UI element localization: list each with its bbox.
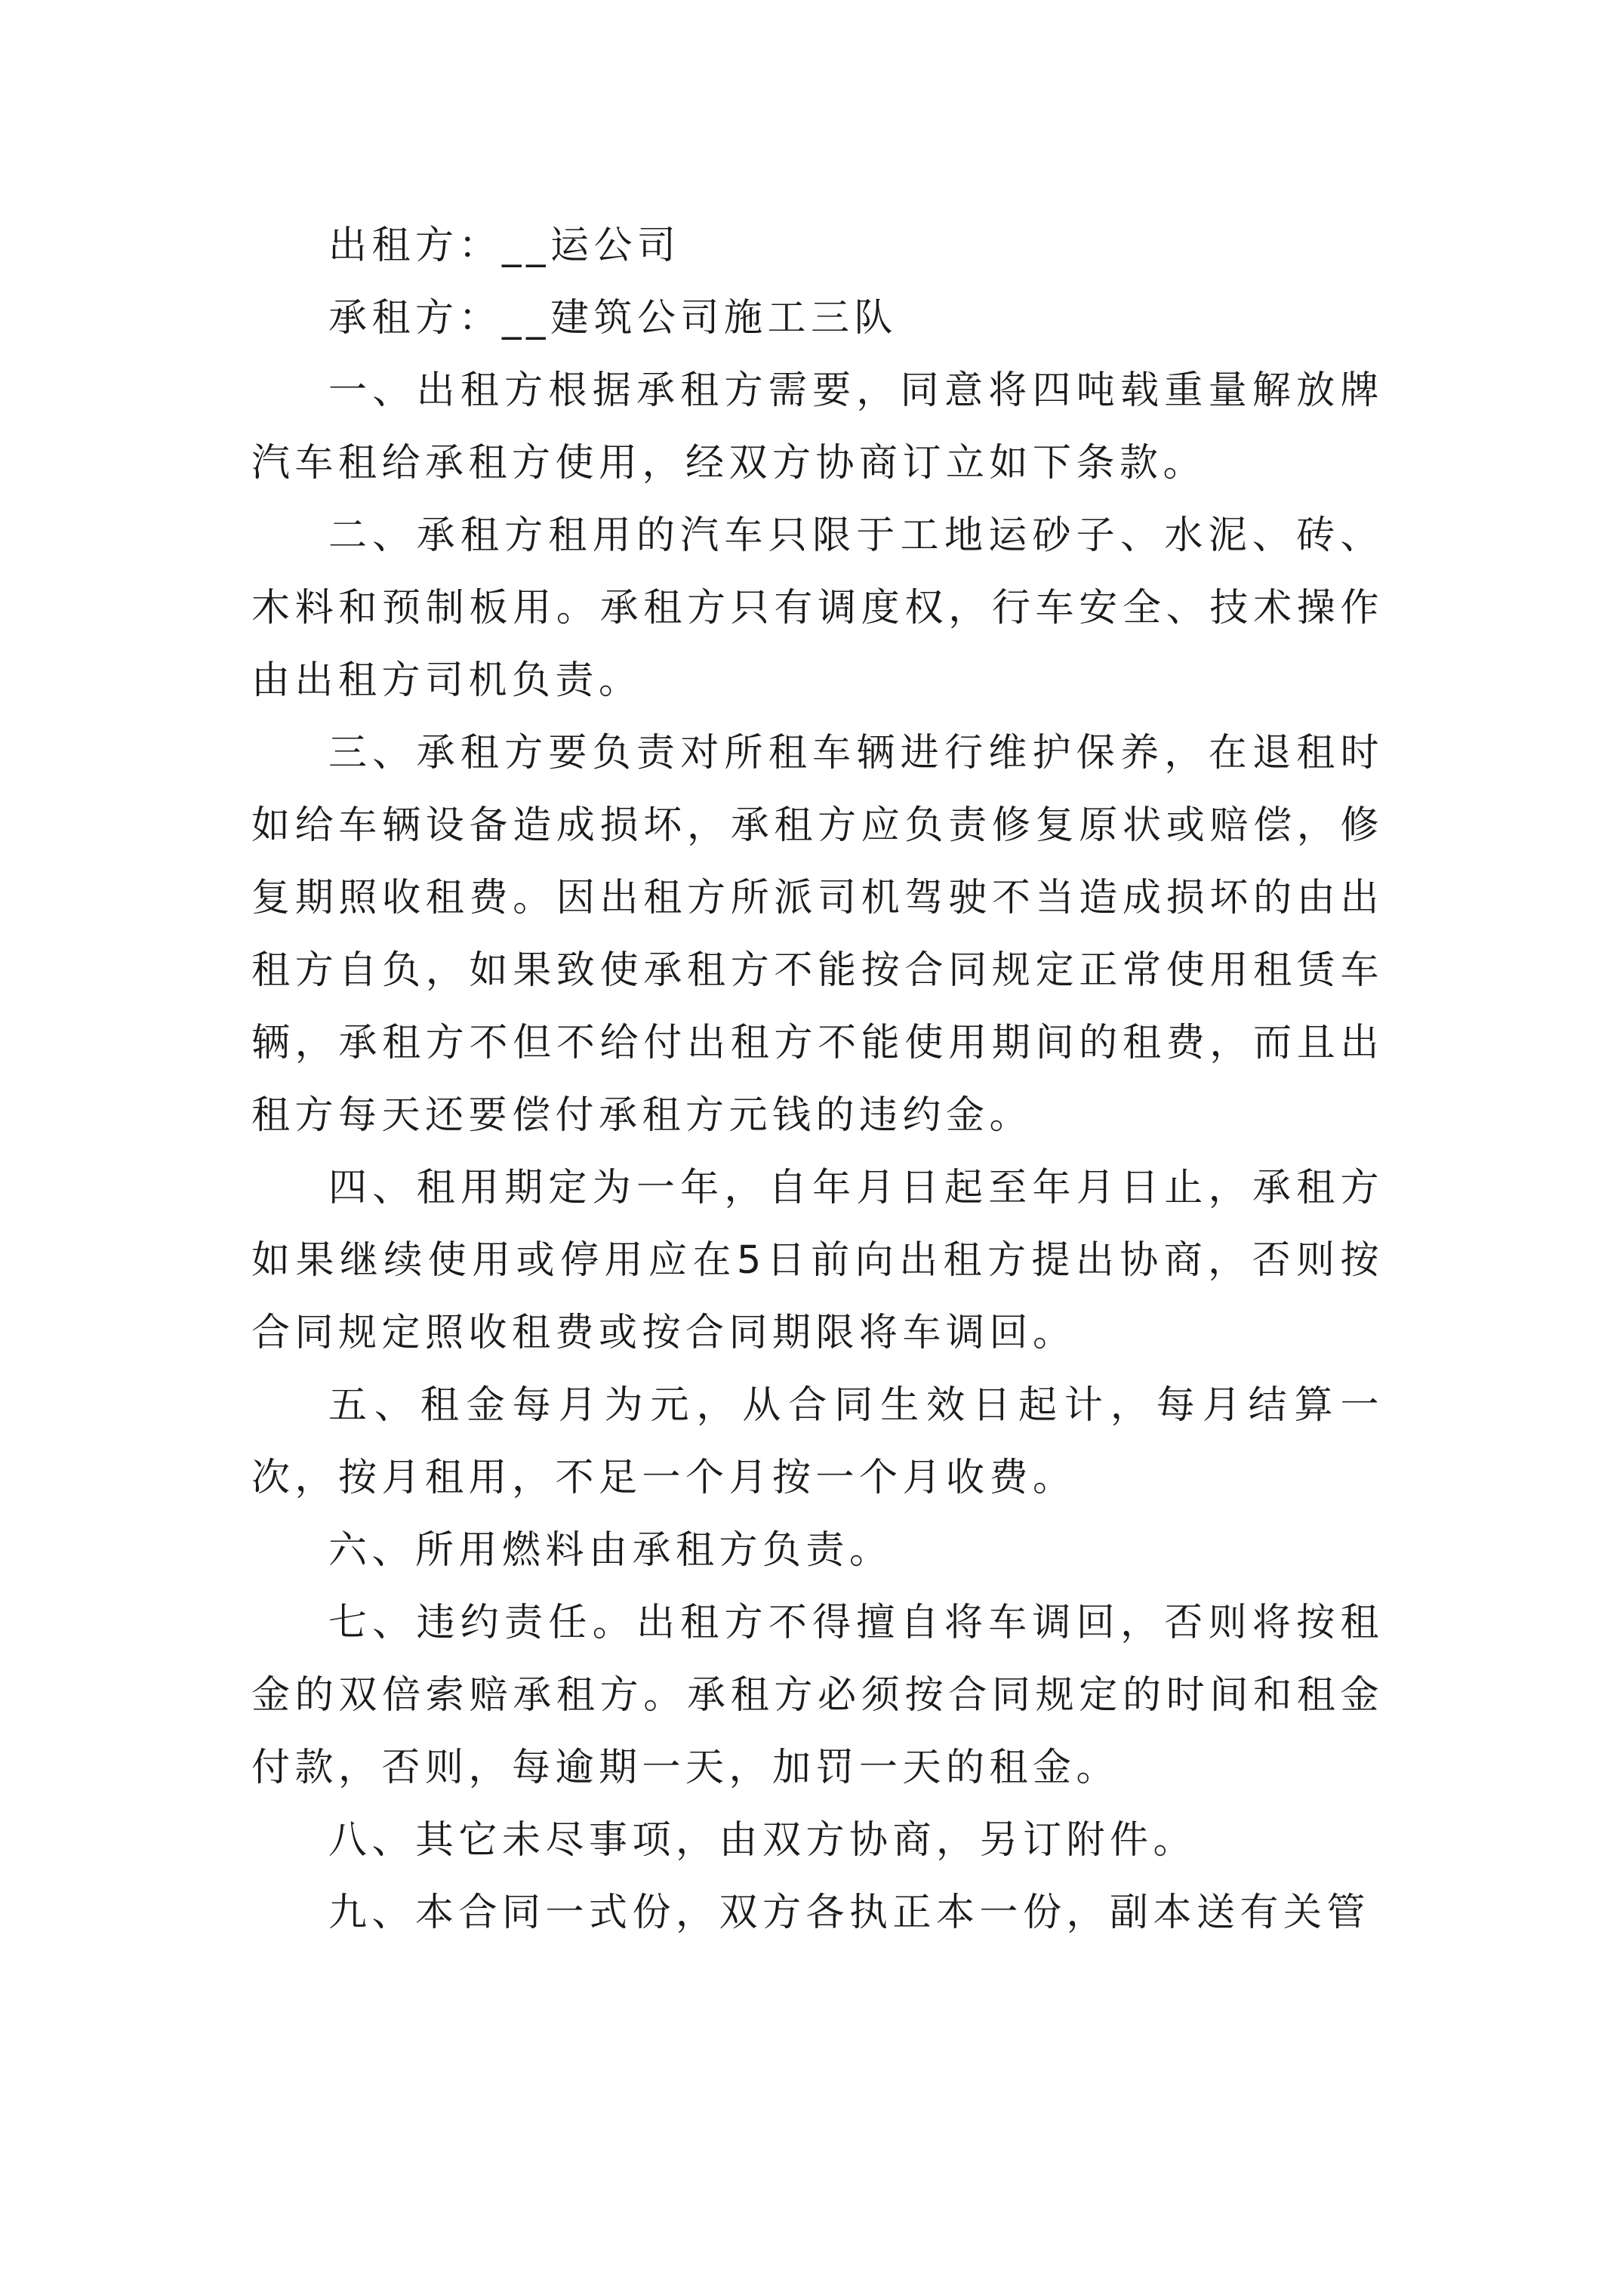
clause-7: 七、违约责任。出租方不得擅自将车调回，否则将按租金的双倍索赔承租方。承租方必须按合同规定的时间和租金付款，否则，每逾期一天，加罚一天的租金。 [251, 1601, 1384, 1790]
clause-3: 三、承租方要负责对所租车辆进行维护保养，在退租时如给车辆设备造成损坏，承租方应负责修复原状或赔偿，修复期照收租费。因出租方所派司机驾驶不当造成损坏的由出租方自负，如果致使承租方不能按合同规定正常使用租赁车辆，承租方不但不给付出租方不能使用期间的租费，而且出租方每天还要偿付承租方元钱的违约金。 [251, 731, 1384, 1138]
lessor-line: 出租方：__运公司 [328, 223, 681, 268]
clause-1: 一、出租方根据承租方需要，同意将四吨载重量解放牌汽车租给承租方使用，经双方协商订立如下条款。 [251, 368, 1384, 485]
clause-6: 六、所用燃料由承租方负责。 [328, 1528, 893, 1573]
clause-5: 五、租金每月为元，从合同生效日起计，每月结算一次，按月租用，不足一个月按一个月收费。 [251, 1383, 1384, 1500]
clause-4: 四、租用期定为一年，自年月日起至年月日止，承租方如果继续使用或停用应在5日前向出租方提出协商，否则按合同规定照收租费或按合同期限将车调回。 [251, 1166, 1384, 1355]
contract-body [251, 210, 1384, 1949]
clause-9: 九、本合同一式份，双方各执正本一份，副本送有关管 [328, 1891, 1371, 1935]
clause-2: 二、承租方租用的汽车只限于工地运砂子、水泥、砖、木料和预制板用。承租方只有调度权，行车安全、技术操作由出租方司机负责。 [251, 513, 1384, 703]
lessee-line: 承租方：__建筑公司施工三队 [328, 296, 898, 341]
clause-8: 八、其它未尽事项，由双方协商，另订附件。 [328, 1818, 1197, 1863]
